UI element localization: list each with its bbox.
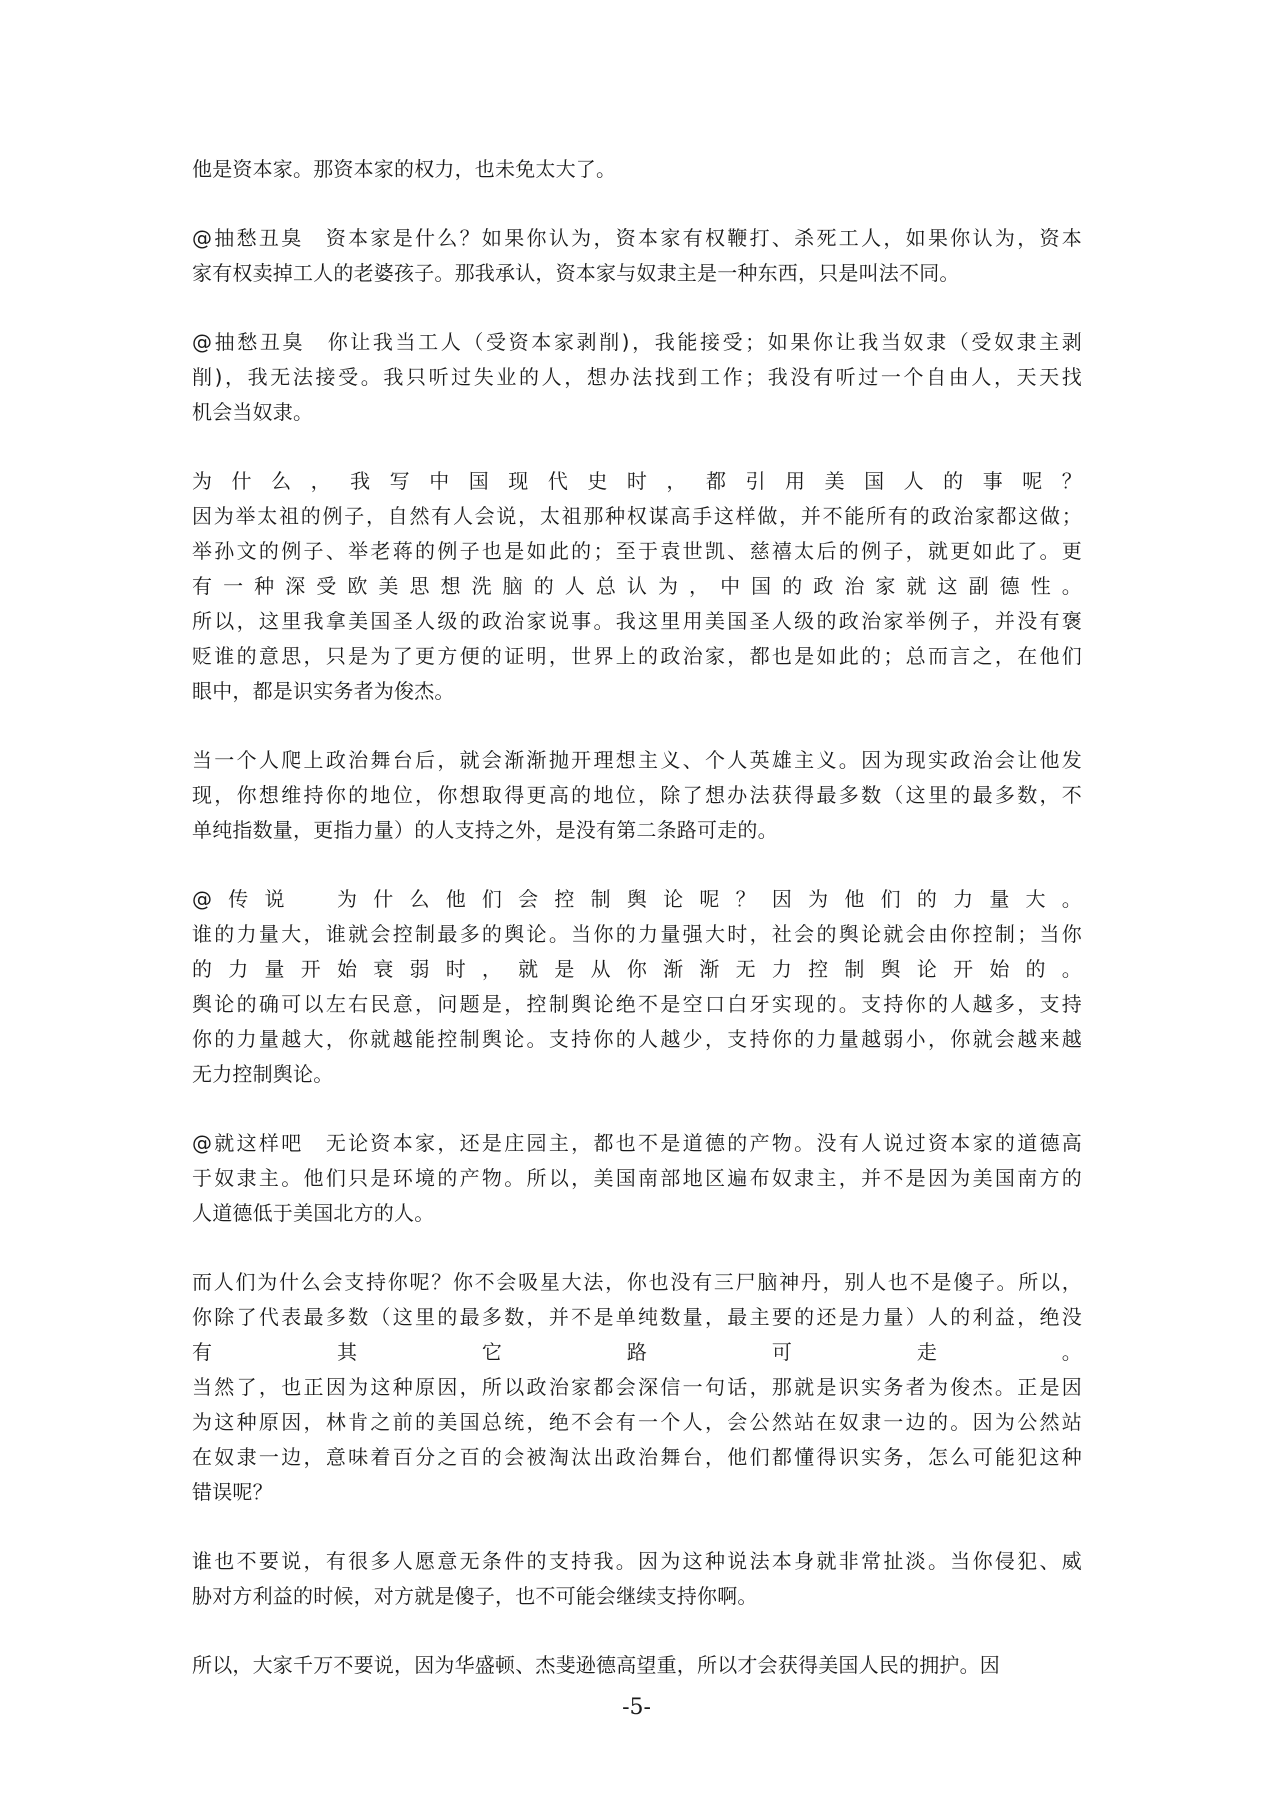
text-line: 无力控制舆论。 [192, 1062, 334, 1086]
paragraph [192, 1265, 1082, 1510]
text-line: 当然了，也正因为这种原因，所以政治家都会深信一句话，那就是识实务者为俊杰。正是因 [192, 1375, 1082, 1399]
document-body [192, 152, 1082, 1717]
text-line: 你的力量越大，你就越能控制舆论。支持你的人越少，支持你的力量越弱小，你就会越来越 [192, 1027, 1082, 1051]
paragraph [192, 464, 1082, 709]
text-line: 他是资本家。那资本家的权力，也未免太大了。 [192, 157, 617, 181]
text-line: 谁的力量大，谁就会控制最多的舆论。当你的力量强大时，社会的舆论就会由你控制；当你 [192, 922, 1082, 946]
text-line: 机会当奴隶。 [192, 400, 314, 424]
text-line: 所以，这里我拿美国圣人级的政治家说事。我这里用美国圣人级的政治家举例子，并没有褒 [192, 609, 1082, 633]
paragraph [192, 221, 1082, 291]
paragraph [192, 325, 1082, 430]
text-line: 有其它路可走。 [192, 1340, 1082, 1364]
text-line: 贬谁的意思，只是为了更方便的证明，世界上的政治家，都也是如此的；总而言之，在他们 [192, 644, 1082, 668]
text-line: 家有权卖掉工人的老婆孩子。那我承认，资本家与奴隶主是一种东西，只是叫法不同。 [192, 261, 960, 285]
text-line: 为这种原因，林肯之前的美国总统，绝不会有一个人，会公然站在奴隶一边的。因为公然站 [192, 1410, 1082, 1434]
text-line: @就这样吧 无论资本家，还是庄园主，都也不是道德的产物。没有人说过资本家的道德高 [192, 1131, 1082, 1155]
paragraph [192, 882, 1082, 1092]
text-line: 的力量开始衰弱时，就是从你渐渐无力控制舆论开始的。 [192, 957, 1082, 981]
text-line: 人道德低于美国北方的人。 [192, 1201, 435, 1225]
text-line: 在奴隶一边，意味着百分之百的会被淘汰出政治舞台，他们都懂得识实务，怎么可能犯这种 [192, 1445, 1082, 1469]
text-line: 有一种深受欧美思想洗脑的人总认为，中国的政治家就这副德性。 [192, 574, 1082, 598]
text-line: 单纯指数量，更指力量）的人支持之外，是没有第二条路可走的。 [192, 818, 778, 842]
text-line: 所以，大家千万不要说，因为华盛顿、杰斐逊德高望重，所以才会获得美国人民的拥护。因 [192, 1653, 1000, 1677]
paragraph [192, 1648, 1082, 1683]
text-line: 舆论的确可以左右民意，问题是，控制舆论绝不是空口白牙实现的。支持你的人越多，支持 [192, 992, 1082, 1016]
paragraph [192, 1126, 1082, 1231]
paragraph [192, 152, 1082, 187]
paragraph [192, 1544, 1082, 1614]
text-line: 削)，我无法接受。我只听过失业的人，想办法找到工作；我没有听过一个自由人，天天找 [192, 365, 1082, 389]
text-line: 因为举太祖的例子，自然有人会说，太祖那种权谋高手这样做，并不能所有的政治家都这做； [192, 504, 1082, 528]
text-line: 错误呢？ [192, 1480, 273, 1504]
text-line: @抽愁丑臭 资本家是什么？如果你认为，资本家有权鞭打、杀死工人，如果你认为，资本 [192, 226, 1082, 250]
text-line: 为什么，我写中国现代史时，都引用美国人的事呢？ [192, 469, 1082, 493]
text-line: 胁对方利益的时候，对方就是傻子，也不可能会继续支持你啊。 [192, 1584, 758, 1608]
text-line: 你除了代表最多数（这里的最多数，并不是单纯数量，最主要的还是力量）人的利益，绝没 [192, 1305, 1082, 1329]
text-line: @传说 为什么他们会控制舆论呢？因为他们的力量大。 [192, 887, 1082, 911]
text-line: 谁也不要说，有很多人愿意无条件的支持我。因为这种说法本身就非常扯淡。当你侵犯、威 [192, 1549, 1082, 1573]
text-line: 当一个人爬上政治舞台后，就会渐渐抛开理想主义、个人英雄主义。因为现实政治会让他发 [192, 748, 1082, 772]
paragraph [192, 743, 1082, 848]
page-number: -5- [622, 1695, 651, 1720]
text-line: 现，你想维持你的地位，你想取得更高的地位，除了想办法获得最多数（这里的最多数，不 [192, 783, 1082, 807]
text-line: 而人们为什么会支持你呢？你不会吸星大法，你也没有三尸脑神丹，别人也不是傻子。所以， [192, 1270, 1082, 1294]
text-line: 于奴隶主。他们只是环境的产物。所以，美国南部地区遍布奴隶主，并不是因为美国南方的 [192, 1166, 1082, 1190]
text-line: 眼中，都是识实务者为俊杰。 [192, 679, 455, 703]
text-line: @抽愁丑臭 你让我当工人（受资本家剥削)，我能接受；如果你让我当奴隶（受奴隶主剥 [192, 330, 1082, 354]
text-line: 举孙文的例子、举老蒋的例子也是如此的；至于袁世凯、慈禧太后的例子，就更如此了。更 [192, 539, 1082, 563]
